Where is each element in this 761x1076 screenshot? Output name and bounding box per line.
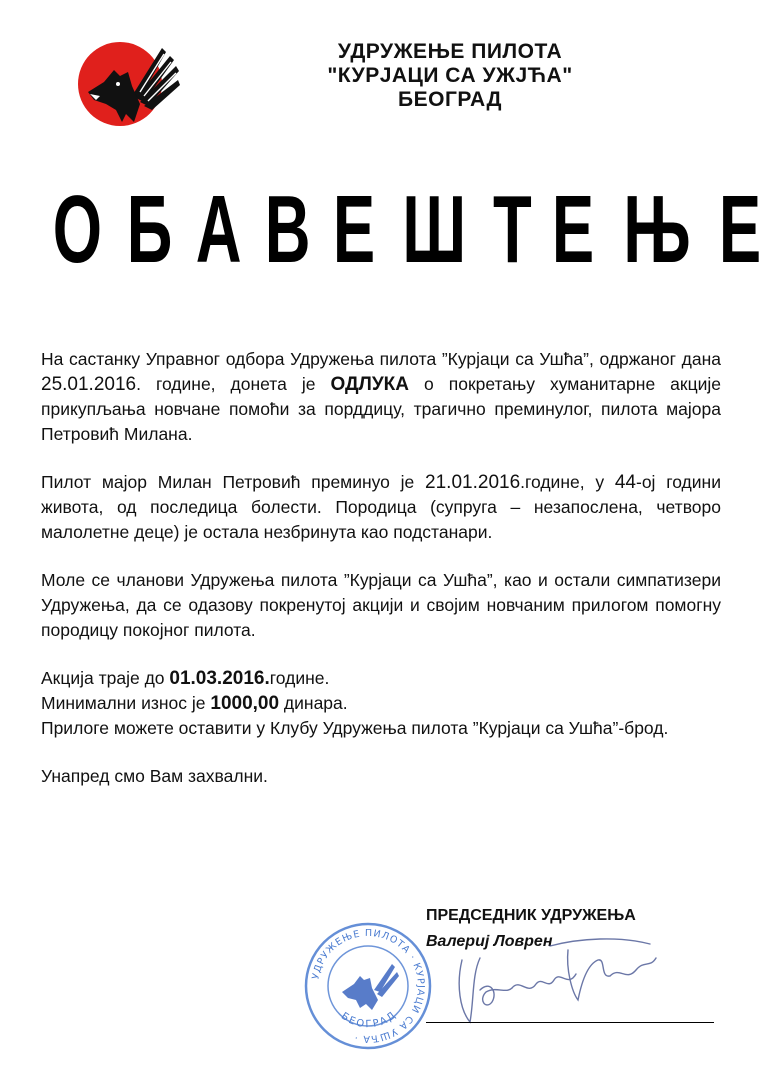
signer-role: ПРЕДСЕДНИК УДРУЖЕЊА [426,907,636,924]
text-run: .године, у [520,472,615,492]
text-run: . године, донета је [136,374,331,394]
thanks-line: Унапред смо Вам захвални. [41,766,268,786]
text-run: динара. [279,693,348,713]
minimum-amount [41,691,721,716]
paragraph-pilot [41,470,721,545]
signer-name: Валериј Ловрен [426,933,553,950]
signature-line [426,1022,714,1023]
action-duration [41,666,721,691]
text-run: Минимални износ је [41,693,211,713]
paragraph-appeal: Моле се чланови Удружења пилота ”Курјаци са Ушћа”, као и остали симпатизери Удружења, да се одазову покренутој акцији и својим новчаним прилогом помогну породицу покојног пилота. [41,570,721,640]
wolf-logo-icon [70,26,188,136]
title-letter: Е [552,176,595,283]
notice-title [40,176,761,283]
pilot-age: 44 [614,472,636,493]
title-letter: Њ [622,176,691,283]
title-letter: О [52,176,102,283]
text-run: -ој години живота, од последица болести. Породица (супруга – незапослена, четворо малолетне деце) је остала незбринута као подстанари. [41,472,721,542]
text-run: о покретању хуманитарне акције прикупљања новчане помоћи за порддицу, трагично преминулог, пилота мајора Петровић Милана. [41,374,721,444]
title-letter: Т [492,176,532,283]
org-city-line: БЕОГРАД [398,88,502,111]
handwritten-signature-icon [450,930,660,1030]
org-name-line2: "КУРЈАЦИ СА УЖЈЋА" [327,64,573,87]
text-run: Акција траје до [41,668,170,688]
amount-value: 1000,00 [210,693,280,714]
organization-header [250,40,650,112]
stamp-ring-text: УДРУЖЕЊЕ ПИЛОТА · КУРЈАЦИ СА УШЋА · [310,927,427,1045]
text-run: На састанку Управног одбора Удружења пилота ”Курјаци са Ушћа”, одржаног дана [41,349,721,369]
death-date: 21.01.2016 [425,472,521,493]
title-letter: Е [718,176,761,283]
contribution-place: Прилоге можете оставити у Клубу Удружења пилота ”Курјаци са Ушћа”-брод. [41,718,669,738]
association-stamp-icon [302,920,434,1052]
title-letter: А [195,176,242,283]
notice-body [41,347,721,789]
title-letter: Ш [402,176,467,283]
meeting-date: 25.01.2016 [41,374,137,395]
paragraph-decision [41,347,721,447]
svg-text:БЕОГРАД [339,1009,399,1030]
decision-word: ОДЛУКА [330,374,410,395]
title-letter: Б [126,176,172,283]
text-run: Пилот мајор Милан Петровић преминуо је [41,472,426,492]
title-letter: В [264,176,311,283]
title-letter: Е [333,176,376,283]
deadline-date: 01.03.2016. [169,668,270,689]
text-run: године. [269,668,330,688]
org-name-line1: УДРУЖЕЊЕ ПИЛОТА [337,40,563,63]
stamp-city-text: БЕОГРАД [338,1009,400,1031]
